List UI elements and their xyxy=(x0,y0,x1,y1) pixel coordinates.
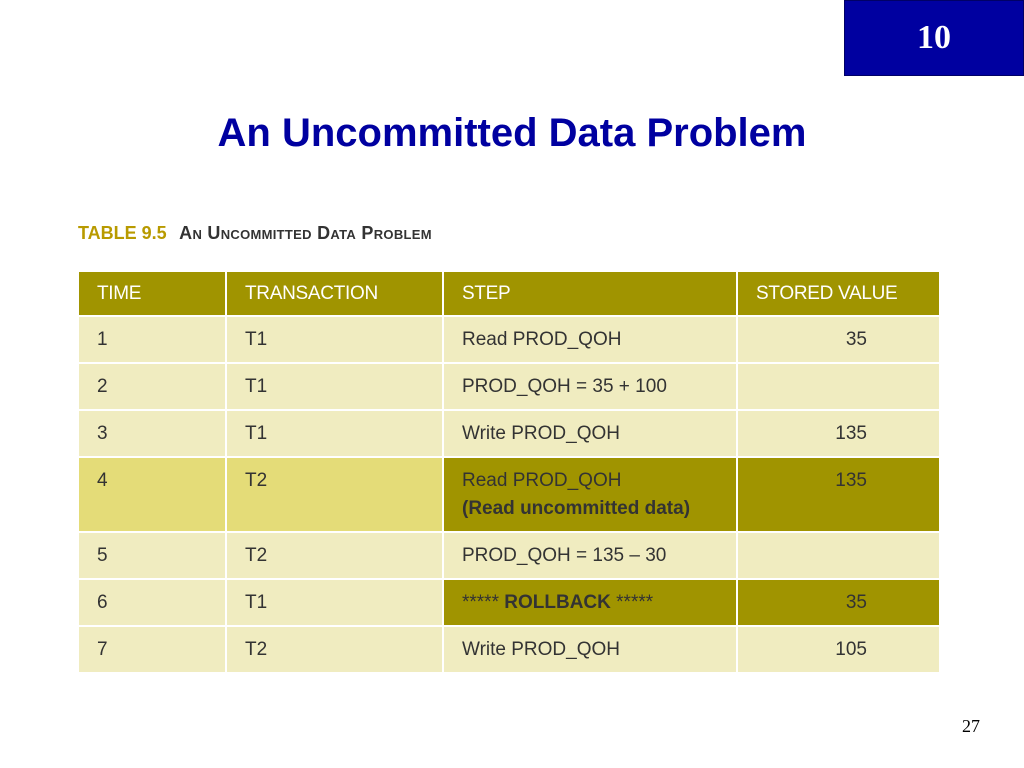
transaction-cell: T2 xyxy=(226,626,443,673)
chapter-number: 10 xyxy=(917,19,951,56)
table-caption-number: TABLE 9.5 xyxy=(78,223,167,243)
time-cell: 6 xyxy=(78,579,226,626)
step-cell: PROD_QOH = 135 – 30 xyxy=(443,532,737,579)
table-row-highlighted xyxy=(78,457,940,532)
step-cell xyxy=(443,579,737,626)
page-number: 27 xyxy=(962,716,980,736)
step-cell: Write PROD_QOH xyxy=(443,626,737,673)
time-cell: 5 xyxy=(78,532,226,579)
stored-value-cell: 135 xyxy=(737,410,940,457)
stored-value-cell xyxy=(737,363,940,410)
slide-title: An Uncommitted Data Problem xyxy=(217,111,807,155)
time-cell: 2 xyxy=(78,363,226,410)
chapter-badge xyxy=(844,0,1024,76)
step-bold: ROLLBACK xyxy=(504,592,611,613)
column-header-time: TIME xyxy=(78,271,226,316)
stored-value-cell: 35 xyxy=(737,316,940,363)
table-row xyxy=(78,532,940,579)
step-suffix: ***** xyxy=(616,592,654,613)
step-cell xyxy=(443,457,737,532)
transaction-cell: T1 xyxy=(226,363,443,410)
transaction-cell: T1 xyxy=(226,579,443,626)
column-header-stored-value: STORED VALUE xyxy=(737,271,940,316)
transaction-cell: T2 xyxy=(226,457,443,532)
table-caption-title: An Uncommitted Data Problem xyxy=(179,223,432,243)
time-cell: 4 xyxy=(78,457,226,532)
transaction-cell: T1 xyxy=(226,410,443,457)
stored-value-cell: 135 xyxy=(737,457,940,532)
stored-value-cell: 35 xyxy=(737,579,940,626)
table-row xyxy=(78,626,940,673)
time-cell: 7 xyxy=(78,626,226,673)
step-text: Read PROD_QOH xyxy=(462,470,622,491)
table-header-row xyxy=(78,271,940,316)
transaction-cell: T2 xyxy=(226,532,443,579)
time-cell: 1 xyxy=(78,316,226,363)
table-row-highlighted xyxy=(78,579,940,626)
table-row xyxy=(78,363,940,410)
stored-value-cell: 105 xyxy=(737,626,940,673)
column-header-step: STEP xyxy=(443,271,737,316)
transaction-cell: T1 xyxy=(226,316,443,363)
stored-value-cell xyxy=(737,532,940,579)
step-cell: Write PROD_QOH xyxy=(443,410,737,457)
table-caption xyxy=(78,218,432,250)
table-row xyxy=(78,410,940,457)
step-prefix: ***** xyxy=(462,592,499,613)
step-note: (Read uncommitted data) xyxy=(462,498,691,519)
step-cell: PROD_QOH = 35 + 100 xyxy=(443,363,737,410)
table-row xyxy=(78,316,940,363)
step-cell: Read PROD_QOH xyxy=(443,316,737,363)
time-cell: 3 xyxy=(78,410,226,457)
transaction-table xyxy=(77,270,941,674)
column-header-transaction: TRANSACTION xyxy=(226,271,443,316)
